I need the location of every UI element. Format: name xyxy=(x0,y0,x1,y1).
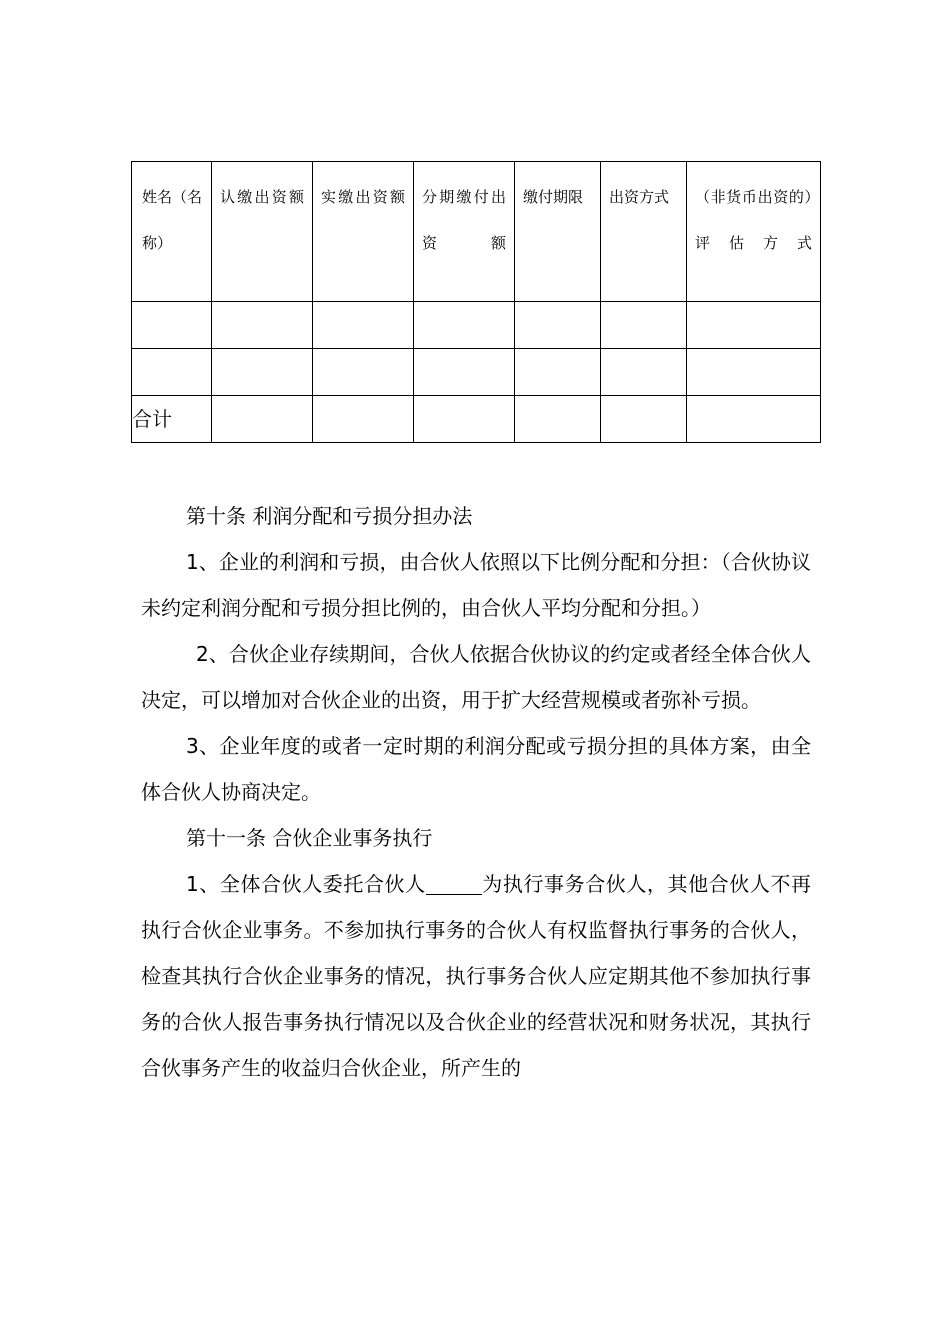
table-cell xyxy=(313,396,414,443)
fill-in-blank xyxy=(426,872,482,895)
table-cell xyxy=(601,396,687,443)
article-11-paragraph-1-rest: 为执行事务合伙人，其他合伙人不再执行合伙企业事务。不参加执行事务的合伙人有权监督执行事务的合伙人，检查其执行合伙企业事务的情况，执行事务合伙人应定期其他不参加执行事务的合伙人报告事务执行情况以及合伙企业的经营状况和财务状况，其执行合伙事务产生的收益归合伙企业，所产生的 xyxy=(141,872,811,1080)
article-10-paragraph-2: 2、合伙企业存续期间，合伙人依据合伙协议的约定或者经全体合伙人决定，可以增加对合伙企业的出资，用于扩大经营规模或者弥补亏损。 xyxy=(141,642,811,712)
table-cell xyxy=(212,349,313,396)
header-name: 姓名（名称） xyxy=(142,188,203,252)
table-cell xyxy=(601,349,687,396)
table-cell xyxy=(515,302,601,349)
table-cell xyxy=(212,302,313,349)
table-cell xyxy=(687,302,821,349)
table-cell xyxy=(601,302,687,349)
table-cell xyxy=(515,349,601,396)
table-row xyxy=(132,302,821,349)
header-payment-deadline: 缴付期限 xyxy=(523,188,584,206)
total-label: 合计 xyxy=(132,396,212,443)
table-cell xyxy=(212,396,313,443)
table-cell xyxy=(132,302,212,349)
article-11-paragraph-1-start: 1、全体合伙人委托合伙人 xyxy=(186,872,426,896)
table-cell xyxy=(414,302,515,349)
table-cell xyxy=(414,396,515,443)
table-cell xyxy=(515,396,601,443)
table-total-row xyxy=(132,396,821,443)
article-11-paragraph-1 xyxy=(141,861,811,1091)
header-valuation-method: （非货币出资的）评估方式 xyxy=(695,188,812,252)
document-body xyxy=(141,493,811,1091)
table-cell xyxy=(687,396,821,443)
header-paid-capital: 实缴出资额 xyxy=(321,188,405,206)
table-row xyxy=(132,349,821,396)
table-cell xyxy=(132,349,212,396)
capital-contribution-table xyxy=(131,161,821,443)
header-contribution-method: 出资方式 xyxy=(609,188,670,206)
article-10-paragraph-1: 1、企业的利润和亏损，由合伙人依照以下比例分配和分担：（合伙协议未约定利润分配和亏损分担比例的，由合伙人平均分配和分担。） xyxy=(141,550,811,620)
table-cell xyxy=(687,349,821,396)
table-cell xyxy=(414,349,515,396)
article-11-title: 第十一条 合伙企业事务执行 xyxy=(186,826,433,850)
article-10-paragraph-3: 3、企业年度的或者一定时期的利润分配或亏损分担的具体方案，由全体合伙人协商决定。 xyxy=(141,734,811,804)
header-installment-capital: 分期缴付出资额 xyxy=(422,188,506,252)
article-10-title: 第十条 利润分配和亏损分担办法 xyxy=(186,504,473,528)
header-subscribed-capital: 认缴出资额 xyxy=(220,188,304,206)
table-header-row xyxy=(132,162,821,302)
table-cell xyxy=(313,302,414,349)
table-cell xyxy=(313,349,414,396)
